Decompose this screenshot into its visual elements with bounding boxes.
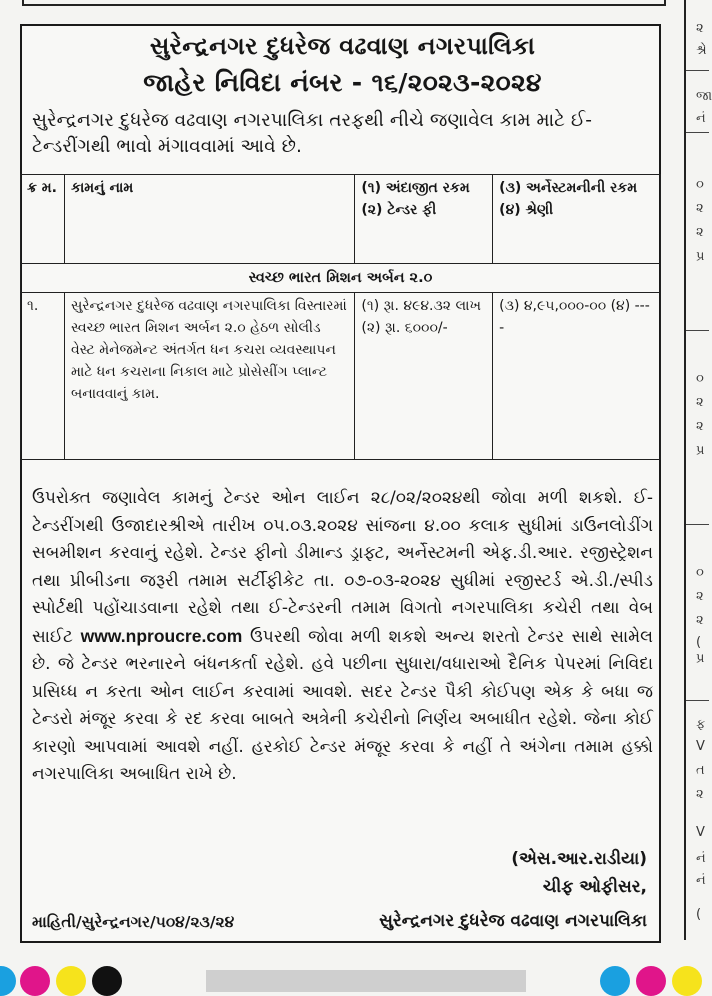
- row-emd: (૩) ૪,૯૫,૦૦૦-૦૦ (૪) ----: [493, 293, 661, 460]
- strip-fragment: ૦: [696, 371, 704, 386]
- cyan-mark-right: [600, 966, 630, 996]
- reference-number: માહિતી/સુરેન્દ્રનગર/૫૦૪/૨૩/૨૪: [32, 913, 235, 931]
- print-registration-marks: [0, 966, 707, 989]
- strip-fragment: ૨: [696, 419, 704, 434]
- strip-fragment: ૦: [696, 177, 704, 192]
- notice-body-part2: ઉપરથી જોવા મળી શકશે અન્ય શરતો ટેન્ડર સાથે સામેલ છે. જે ટેન્ડર ભરનારને બંધનકર્તા રહેશે. હવે પછીના સુધારા/વધારાઓ દૈનિક પેપરમાં નિવિદા પ્રસિધ્ધ ન કરતા ઓન લાઈન કરવામાં આવશે. સદર ટેન્ડર પૈકી કોઈપણ એક કે બધા જ ટેન્ડરો મંજૂર કરવા કે રદ કરવા બાબતે અત્રેની કચેરીનો નિર્ણય અબાધીત રહેશે. જેના કોઈ કારણો આપવામાં આવશે નહીં. હરકોઈ ટેન્ડર મંજૂર કરવા કે નહીં તે અંગેના તમામ હક્કો નગરપાલિકા અબાધિત રાખે છે.: [32, 626, 653, 784]
- strip-fragment: ૨: [696, 225, 704, 240]
- strip-fragment: પ્ર: [696, 651, 705, 666]
- table-row: [21, 293, 661, 460]
- gray-color-bar: [206, 970, 526, 992]
- section-heading: સ્વચ્છ ભારત મિશન અર્બન ૨.૦: [21, 264, 661, 293]
- header-emd-amount: (૩) અર્નેસ્ટમનીની રકમ: [499, 180, 638, 196]
- yellow-mark-right: [672, 966, 702, 996]
- strip-fragment: શ્રે: [696, 43, 707, 58]
- row-amount: (૧) રૂા. ૪૯૪.૩૨ લાખ (૨) રૂા. ૬૦૦૦/-: [355, 293, 493, 460]
- strip-fragment: (: [696, 907, 702, 922]
- strip-fragment: ૨: [696, 613, 704, 628]
- header-class: (૪) શ્રેણી: [499, 202, 554, 218]
- notice-org-title: સુરેન્દ્રનગર દુધરેજ વઢવાણ નગરપાલિકા: [149, 32, 536, 60]
- signatory-title: ચીફ ઓફીસર,: [542, 877, 647, 897]
- strip-rule: [686, 700, 709, 701]
- strip-fragment: ૨: [696, 395, 704, 410]
- strip-fragment: નં: [696, 111, 706, 126]
- strip-fragment: ૨: [696, 787, 704, 802]
- magenta-mark-right: [636, 966, 666, 996]
- header-est-amount: (૧) અંદાજીત રકમ: [361, 180, 470, 196]
- header-emd: [493, 175, 661, 264]
- cyan-mark: [0, 966, 16, 996]
- strip-fragment: ૦: [696, 565, 704, 580]
- website-link[interactable]: www.nproucre.com: [80, 625, 243, 646]
- strip-fragment: નં: [696, 873, 706, 888]
- notice-intro: સુરેન્દ્રનગર દુધરેજ વઢવાણ નગરપાલિકા તરફથી નીચે જણાવેલ કામ માટે ઈ-ટેન્ડરીંગથી ભાવો મંગાવવામાં આવે છે.: [32, 110, 592, 157]
- strip-fragment: V: [696, 739, 705, 754]
- strip-fragment: નં: [696, 851, 706, 866]
- magenta-mark: [20, 966, 50, 996]
- notice-body-part1: ઉપરોક્ત જણાવેલ કામનું ટેન્ડર ઓન લાઈન ૨૮/૦૨/૨૦૨૪થી જોવા મળી શકશે. ઈ-ટેન્ડરીંગથી ઉજાદારશ્રીએ તારીખ ૦૫.૦૩.૨૦૨૪ સાંજના ૪.૦૦ કલાક સુધીમાં ડાઉનલોડીંગ સબમીશન કરવાનું રહેશે. ટેન્ડર ફીનો ડીમાન્ડ ડ્રાફ્ટ, અર્નેસ્ટમની એફ.ડી.આર. રજીસ્ટ્રેશન તથા પ્રીબીડના જરૂરી તમામ સર્ટીફીકેટ તા. ૦૭-૦૩-૨૦૨૪ સુધીમાં રજીસ્ટર્ડ એ.ડી./સ્પીડ સ્પોર્ટથી પહોંચાડવાના રહેશે તથા ઈ-ટેન્ડરની તમામ વિગતો નગરપાલિકા કચેરી તથા વેબ સાઈટ: [32, 488, 653, 647]
- strip-fragment: ફ: [696, 717, 706, 732]
- strip-rule: [686, 70, 709, 71]
- strip-fragment: ૨: [696, 201, 704, 216]
- header-sr: ક્ર મ.: [21, 175, 65, 264]
- header-amount: [355, 175, 493, 264]
- strip-rule: [686, 132, 709, 133]
- strip-fragment: પ્ર: [696, 443, 705, 458]
- adjacent-column-strip: [684, 0, 712, 940]
- table-header-row: [21, 175, 661, 264]
- header-work: કામનું નામ: [64, 175, 354, 264]
- tender-notice: [20, 24, 661, 943]
- row-sr: ૧.: [21, 293, 65, 460]
- tender-table: [20, 174, 661, 460]
- strip-fragment: ૨: [696, 589, 704, 604]
- issuing-organisation: સુરેન્દ્રનગર દુધરેજ વઢવાણ નગરપાલિકા: [379, 911, 647, 931]
- yellow-mark: [56, 966, 86, 996]
- previous-ad-frame: [22, 0, 666, 6]
- strip-rule: [686, 330, 709, 331]
- notice-tender-number: જાહેર નિવિદા નંબર - ૧૬/૨૦૨૩-૨૦૨૪: [143, 68, 542, 97]
- strip-fragment: પ્ર: [696, 249, 705, 264]
- black-mark: [92, 966, 122, 996]
- strip-fragment: જા: [696, 89, 712, 104]
- header-tender-fee: (૨) ટેન્ડર ફી: [361, 202, 437, 218]
- table-section-row: [21, 264, 661, 293]
- strip-fragment: ત: [696, 763, 705, 778]
- strip-fragment: (: [696, 635, 702, 650]
- row-work-name: સુરેન્દ્રનગર દુધરેજ વઢવાણ નગરપાલિકા વિસ્તારમાં સ્વચ્છ ભારત મિશન અર્બન ૨.૦ હેઠળ સોલીડ વેસ્ટ મેનેજમેન્ટ અંતર્ગત ધન કચરા વ્યવસ્થાપન માટે ધન કચરાના નિકાલ માટે પ્રોસેસીંગ પ્લાન્ટ બનાવવાનું કામ.: [64, 293, 354, 460]
- signatory-name: (એસ.આર.રાડીયા): [511, 849, 647, 869]
- strip-fragment: V: [696, 825, 705, 840]
- strip-rule: [686, 524, 709, 525]
- notice-body: [32, 485, 653, 789]
- strip-fragment: ૨: [696, 21, 704, 36]
